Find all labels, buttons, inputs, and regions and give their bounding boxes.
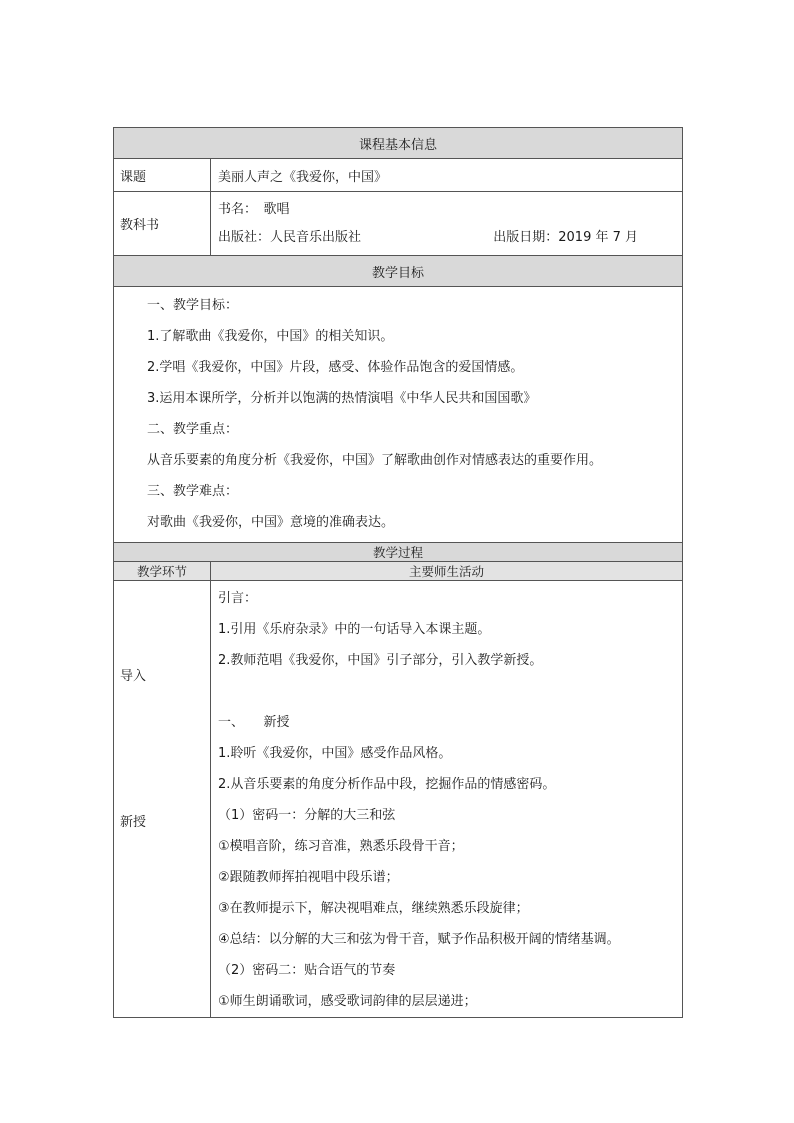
activity-line: ①师生朗诵歌词，感受歌词韵律的层层递进； — [218, 994, 477, 1009]
objective-line: 三、教学难点： — [147, 484, 239, 499]
publisher: 出版社：人民音乐出版社 — [218, 229, 362, 245]
objective-line: 从音乐要素的角度分析《我爱你，中国》了解歌曲创作对情感表达的重要作用。 — [147, 453, 603, 468]
stage-column — [114, 581, 211, 1018]
topic-label: 课题 — [114, 159, 211, 192]
course-info-header: 课程基本信息 — [114, 128, 683, 159]
activity-line: 2.教师范唱《我爱你，中国》引子部分，引入教学新授。 — [218, 653, 543, 668]
activity-line: 1.聆听《我爱你，中国》感受作品风格。 — [218, 746, 452, 761]
objective-line: 二、教学重点： — [147, 422, 239, 437]
activities-block — [211, 581, 683, 1018]
spacer — [218, 676, 682, 707]
lesson-plan-table-wrapper — [113, 127, 682, 1018]
lesson-plan-table — [113, 127, 683, 1018]
activity-column-header: 主要师生活动 — [211, 562, 683, 581]
stage-intro: 导入 — [120, 669, 147, 684]
activity-line: ①模唱音阶，练习音准，熟悉乐段骨干音； — [218, 839, 464, 854]
objective-line: 1.了解歌曲《我爱你，中国》的相关知识。 — [147, 329, 394, 344]
topic-value: 美丽人声之《我爱你，中国》 — [211, 159, 683, 192]
activity-line: 一、 新授 — [218, 715, 290, 730]
objective-line: 一、教学目标： — [147, 298, 239, 313]
activity-line: 2.从音乐要素的角度分析作品中段，挖掘作品的情感密码。 — [218, 777, 556, 792]
stage-column-header: 教学环节 — [114, 562, 211, 581]
textbook-details — [211, 192, 683, 256]
process-header: 教学过程 — [114, 543, 683, 562]
publication-date: 出版日期：2019 年 7 月 — [493, 229, 639, 245]
activity-line: （2）密码二：贴合语气的节奏 — [218, 963, 396, 978]
objectives-header: 教学目标 — [114, 256, 683, 287]
publisher-line — [218, 224, 682, 252]
objectives-block — [114, 287, 683, 543]
stage-new: 新授 — [120, 815, 147, 830]
book-name: 书名： 歌唱 — [218, 201, 290, 217]
objective-line: 3.运用本课所学，分析并以饱满的热情演唱《中华人民共和国国歌》 — [147, 391, 537, 406]
activity-line: ②跟随教师挥拍视唱中段乐谱； — [218, 870, 399, 885]
activity-line: 引言： — [218, 591, 258, 606]
activity-line: （1）密码一：分解的大三和弦 — [218, 808, 396, 823]
textbook-label: 教科书 — [114, 192, 211, 256]
activity-line: ④总结：以分解的大三和弦为骨干音，赋予作品积极开阔的情绪基调。 — [218, 932, 620, 947]
objective-line: 2.学唱《我爱你，中国》片段，感受、体验作品饱含的爱国情感。 — [147, 360, 524, 375]
book-name-line — [218, 196, 682, 224]
activity-line: 1.引用《乐府杂录》中的一句话导入本课主题。 — [218, 622, 491, 637]
objective-line: 对歌曲《我爱你，中国》意境的准确表达。 — [147, 515, 395, 530]
activity-line: ③在教师提示下，解决视唱难点，继续熟悉乐段旋律； — [218, 901, 529, 916]
